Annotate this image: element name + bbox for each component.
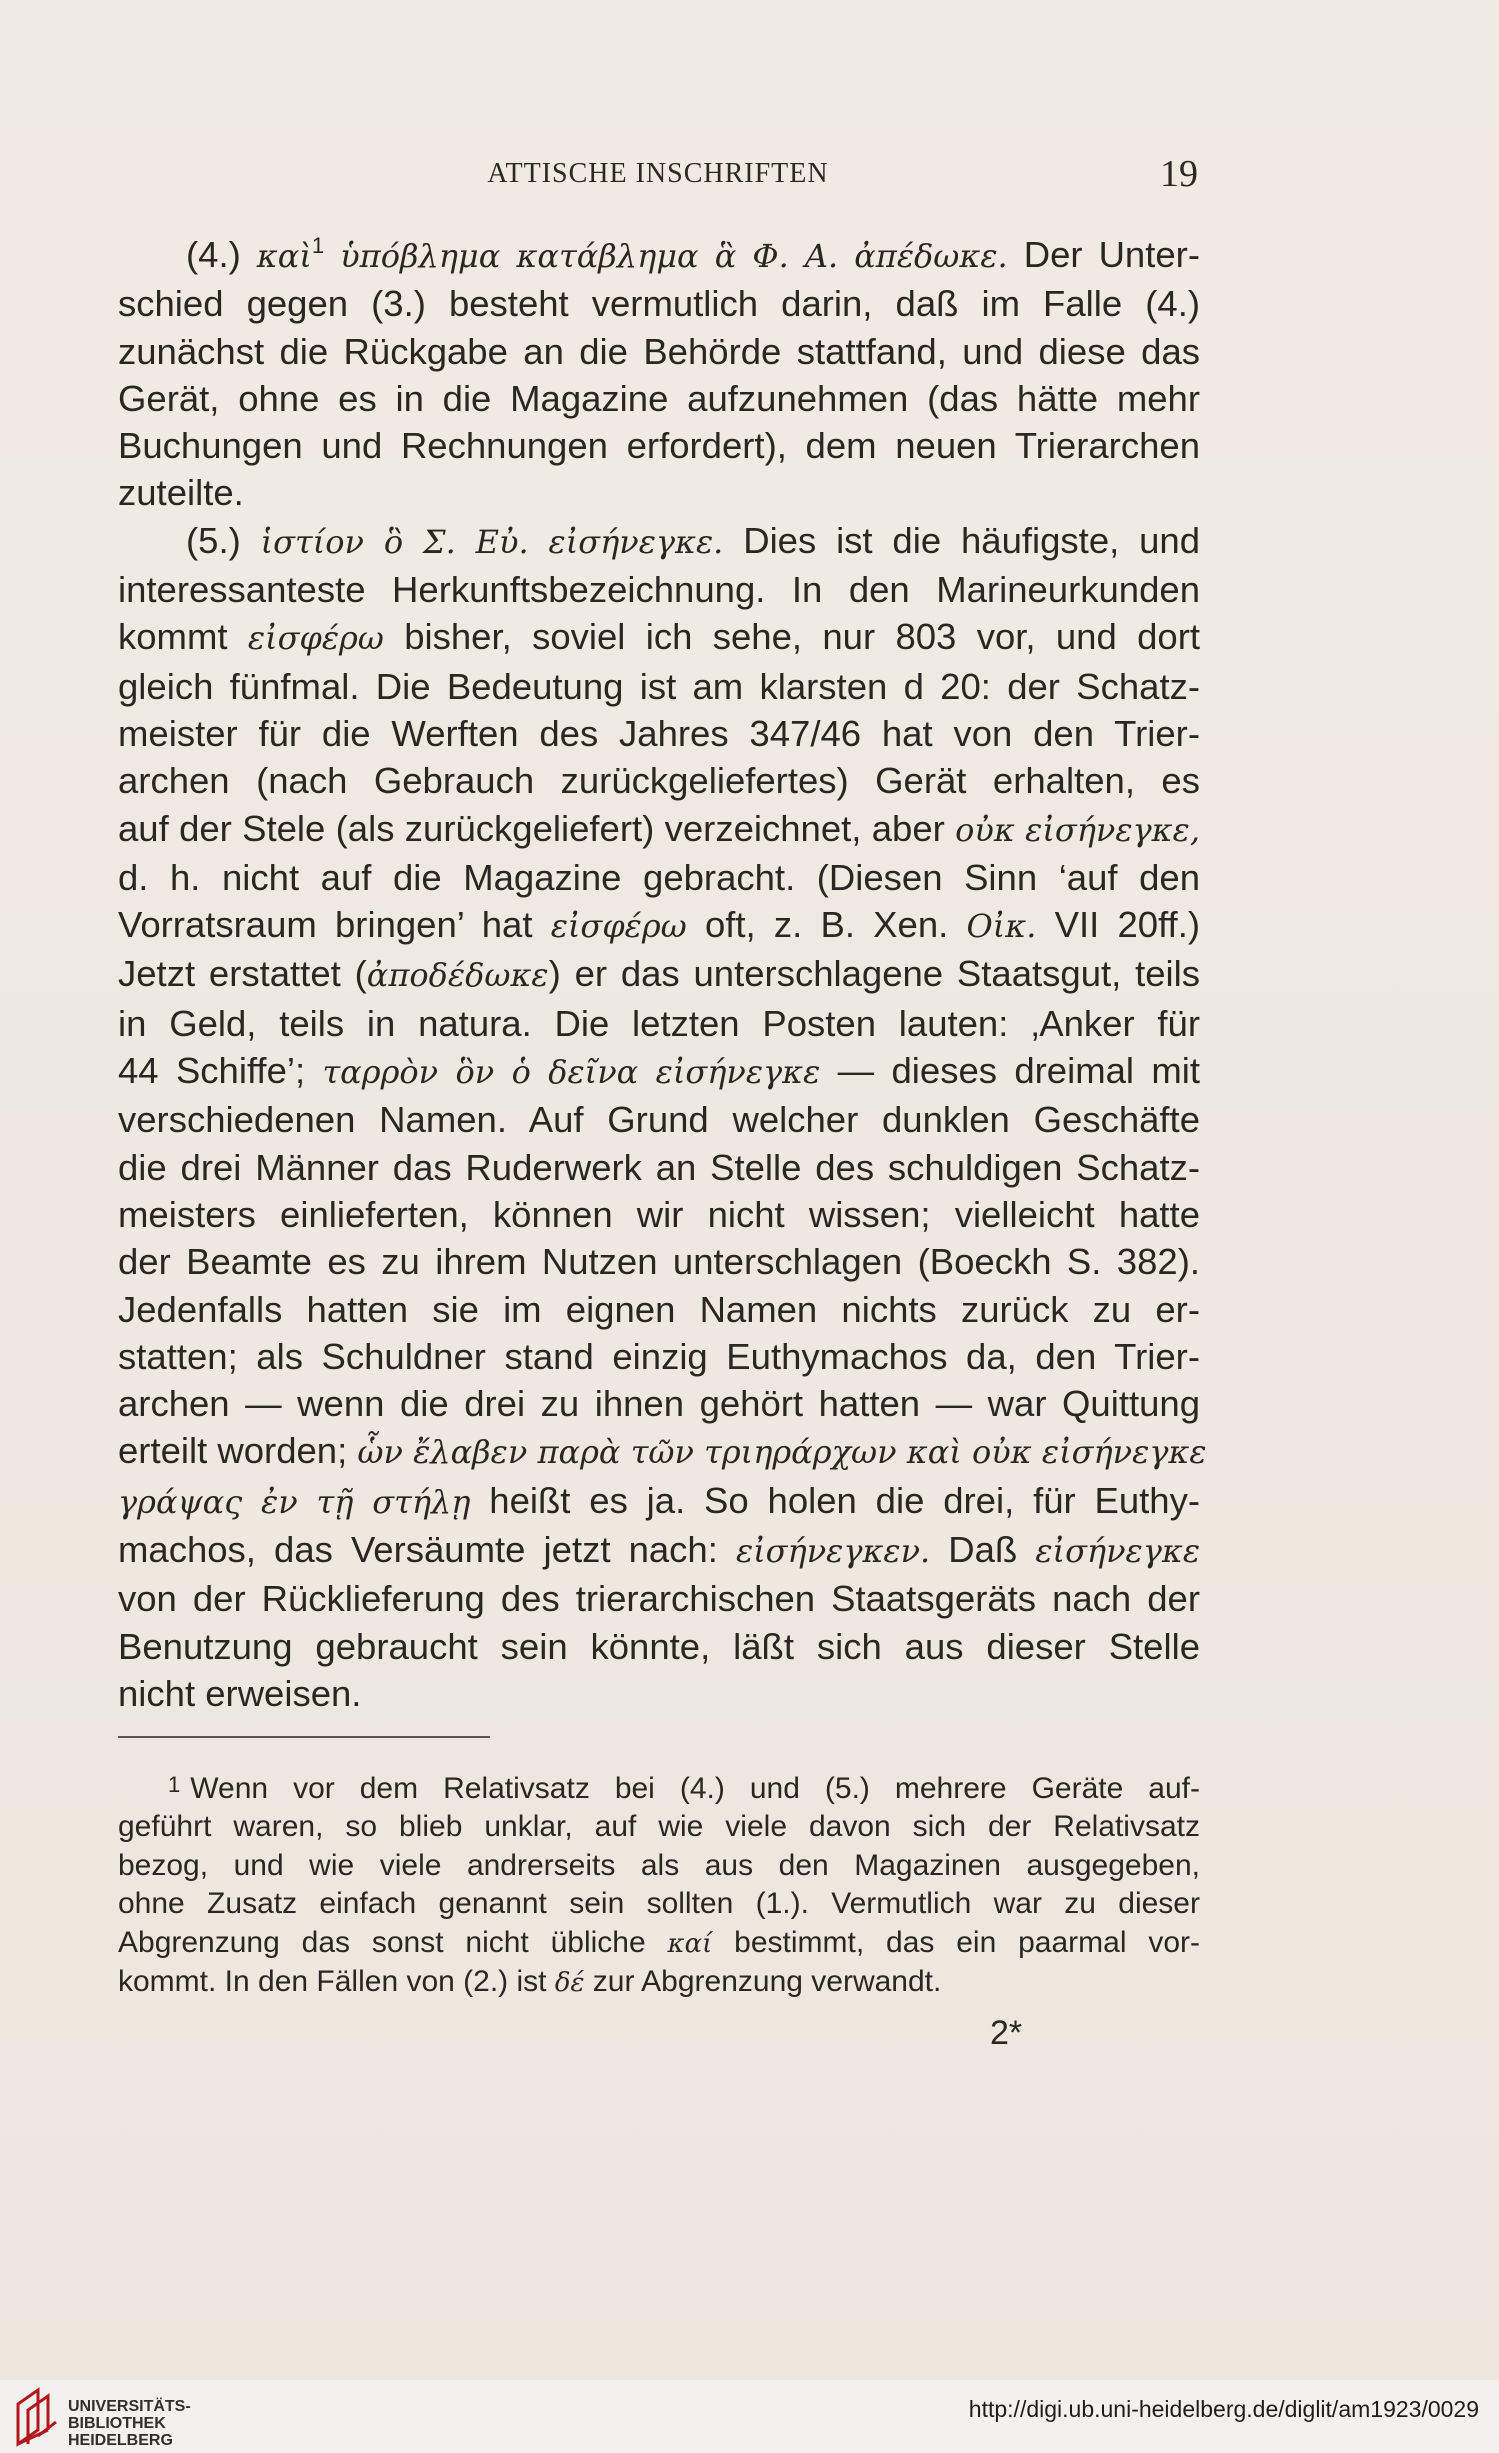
- source-url-link[interactable]: http://digi.ub.uni-heidelberg.de/diglit/am1923/0029: [968, 2396, 1479, 2422]
- text-line: der Beamte es zu ihrem Nutzen unterschlagen (Boeckh S. 382).: [118, 1241, 1200, 1283]
- signature-mark: 2*: [990, 2014, 1023, 2052]
- page-number: 19: [1160, 153, 1198, 195]
- footnote-ref: 1: [311, 233, 325, 258]
- text-line: zuteilte.: [118, 472, 244, 514]
- footnote-number: 1: [168, 1772, 181, 1797]
- footnote-rule: [118, 1736, 490, 1738]
- text-line: Jedenfalls hatten sie im eignen Namen nichts zurück zu er-: [118, 1288, 1200, 1330]
- text-line: machos, das Versäumte jetzt nach: εἰσήνεγκεν. Daß εἰσήνεγκε: [118, 1529, 1200, 1571]
- text-line: zunächst die Rückgabe an die Behörde stattfand, und diese das: [118, 330, 1200, 372]
- text-line: γράψας ἐν τῇ στήλῃ heißt es ja. So holen die drei, für Euthy-: [118, 1479, 1200, 1521]
- text-line: Benutzung gebraucht sein könnte, läßt sich aus dieser Stelle: [118, 1625, 1200, 1667]
- footer-bar: [0, 2380, 1499, 2453]
- text-line: von der Rücklieferung des trierarchischen Staatsgeräts nach der: [118, 1578, 1200, 1620]
- text-line: interessanteste Herkunftsbezeichnung. In den Marineurkunden: [118, 569, 1200, 611]
- footnote-line: bezog, und wie viele andrerseits als aus den Magazinen ausgegeben,: [118, 1848, 1200, 1882]
- text-line: (4.) καὶ$^1$ ὑπόβλημα κατάβλημα ἃ Φ. Α. ἀπέδωκε. Der Unter-: [186, 233, 1200, 275]
- running-title: ATTISCHE INSCHRIFTEN: [487, 158, 829, 189]
- footnote-line: geführt waren, so blieb unklar, auf wie viele davon sich der Relativsatz: [118, 1810, 1200, 1844]
- footnote-line: Abgrenzung das sonst nicht übliche καί bestimmt, das ein paarmal vor-: [118, 1925, 1200, 1959]
- text-line: meister für die Werften des Jahres 347/46 hat von den Trier-: [118, 712, 1200, 754]
- text-line: statten; als Schuldner stand einzig Euthymachos da, den Trier-: [118, 1335, 1200, 1377]
- text-line: erteilt worden; ὧν ἔλαβεν παρὰ τῶν τριηράρχων καὶ οὐκ εἰσήνεγκε: [118, 1430, 1207, 1472]
- footnote-line: kommt. In den Fällen von (2.) ist δέ zur Abgrenzung verwandt.: [118, 1965, 942, 1999]
- text-line: Jetzt erstattet (ἀποδέδωκε) er das unterschlagene Staatsgut, teils: [118, 953, 1200, 995]
- footnote-line: ohne Zusatz einfach genannt sein sollten (1.). Vermutlich war zu dieser: [118, 1887, 1200, 1921]
- text-line: d. h. nicht auf die Magazine gebracht. (Diesen Sinn ‘auf den: [118, 856, 1200, 898]
- text-line: kommt εἰσφέρω bisher, soviel ich sehe, nur 803 vor, und dort: [118, 616, 1200, 658]
- text-line: nicht erweisen.: [118, 1672, 362, 1714]
- text-line: gleich fünfmal. Die Bedeutung ist am klarsten d 20: der Schatz-: [118, 665, 1200, 707]
- library-logo-text: UNIVERSITÄTS- BIBLIOTHEK HEIDELBERG: [68, 2398, 191, 2449]
- text-line: (5.) ἱστίον ὃ Σ. Εὐ. εἰσήνεγκε. Dies ist die häufigste, und: [186, 519, 1201, 561]
- footnote: [118, 1766, 1200, 2002]
- text-line: archen (nach Gebrauch zurückgeliefertes) Gerät erhalten, es: [118, 760, 1200, 802]
- text-line: 44 Schiffe’; ταρρὸν ὃν ὁ δεῖνα εἰσήνεγκε — dieses dreimal mit: [118, 1050, 1201, 1092]
- page-header: [118, 153, 1198, 198]
- text-line: Vorratsraum bringen’ hat εἰσφέρω oft, z. B. Xen. Οἰκ. VII 20ff.): [118, 904, 1200, 946]
- text-line: auf der Stele (als zurückgeliefert) verzeichnet, aber οὐκ εἰσήνεγκε,: [118, 807, 1200, 849]
- text-line: schied gegen (3.) besteht vermutlich darin, daß im Falle (4.): [118, 283, 1200, 325]
- library-logo-icon: [12, 2386, 60, 2448]
- text-line: Gerät, ohne es in die Magazine aufzunehmen (das hätte mehr: [118, 377, 1200, 419]
- body-text: [118, 222, 1207, 1717]
- text-line: archen — wenn die drei zu ihnen gehört hatten — war Quittung: [118, 1383, 1200, 1425]
- text-line: Buchungen und Rechnungen erfordert), dem neuen Trierarchen: [118, 425, 1200, 467]
- footnote-line: $^1$ Wenn vor dem Relativsatz bei (4.) und (5.) mehrere Geräte auf-: [168, 1772, 1200, 1805]
- library-logo[interactable]: [12, 2386, 202, 2450]
- text-line: meisters einlieferten, können wir nicht wissen; vielleicht hatte: [118, 1193, 1200, 1235]
- text-line: die drei Männer das Ruderwerk an Stelle des schuldigen Schatz-: [118, 1146, 1200, 1188]
- text-line: verschiedenen Namen. Auf Grund welcher dunklen Geschäfte: [118, 1099, 1200, 1141]
- text-line: in Geld, teils in natura. Die letzten Posten lauten: ‚Anker für: [118, 1002, 1200, 1044]
